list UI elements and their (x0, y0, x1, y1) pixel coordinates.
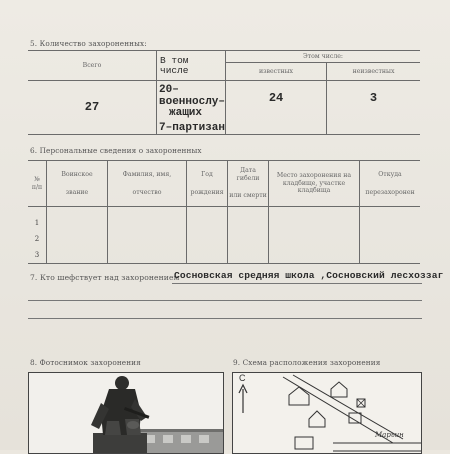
burial-place-cell (269, 207, 360, 264)
section9-title: 9. Схема расположения захоронения (233, 358, 381, 367)
value-known: 24 (268, 91, 284, 105)
rank-cell (47, 207, 108, 264)
value-military-line1: 20–военнослу– (159, 84, 226, 108)
value-unknown-cell (327, 81, 420, 135)
header-death-date: Дата гибели или смерти (228, 161, 269, 207)
col-including-header: В том числе (157, 51, 226, 81)
row-numbers-cell (28, 207, 47, 264)
row-number: 2 (34, 235, 40, 244)
header-name: Фамилия, имя, отчество (108, 161, 187, 207)
col-of-these-header: Этом числе: (226, 51, 420, 63)
value-unknown: 3 (369, 91, 378, 105)
section7-underline (172, 283, 422, 284)
col-total-header: Всего (28, 51, 157, 81)
reburied-from-cell (360, 207, 421, 264)
header-number: № п/п (28, 161, 47, 207)
section5-title: 5. Количество захороненных: (30, 39, 147, 48)
monument-photo-image (29, 373, 223, 453)
value-military-line2: жащих (169, 107, 203, 120)
value-known-cell (226, 81, 327, 135)
burial-location-scheme (232, 372, 422, 454)
row-number: 3 (34, 251, 40, 260)
burial-photo (28, 372, 224, 454)
section7-title: 7. Кто шефствует над захоронением (30, 273, 180, 282)
blank-line-1 (28, 300, 422, 301)
value-total-cell (28, 81, 157, 135)
personal-info-table (28, 160, 420, 264)
row-number: 1 (34, 219, 40, 227)
col-known-header: известных (226, 63, 327, 81)
section7-patron: Сосновская средняя школа ,Сосновский лесхоззаг (174, 270, 444, 281)
header-reburied-from: Откуда перезахоронен (360, 161, 421, 207)
scheme-drawing (233, 373, 421, 453)
section6-title: 6. Персональные сведения о захороненных (30, 146, 202, 155)
value-total: 27 (84, 100, 100, 115)
value-partisans: 7–партизан (159, 121, 226, 134)
death-date-cell (228, 207, 269, 264)
burials-count-table (28, 50, 420, 135)
street-label: Марьин (375, 431, 404, 439)
name-cell (108, 207, 187, 264)
value-including-cell (157, 81, 226, 135)
birth-year-cell (187, 207, 228, 264)
section8-title: 8. Фотоснимок захоронения (30, 358, 141, 367)
header-burial-place: Место захоронения на кладбище, участке кладбища (269, 161, 360, 207)
header-birth-year: Год рождения (187, 161, 228, 207)
header-rank: Воинское звание (47, 161, 108, 207)
col-unknown-header: неизвестных (327, 63, 420, 81)
blank-line-2 (28, 318, 422, 319)
north-label: С (239, 373, 246, 383)
